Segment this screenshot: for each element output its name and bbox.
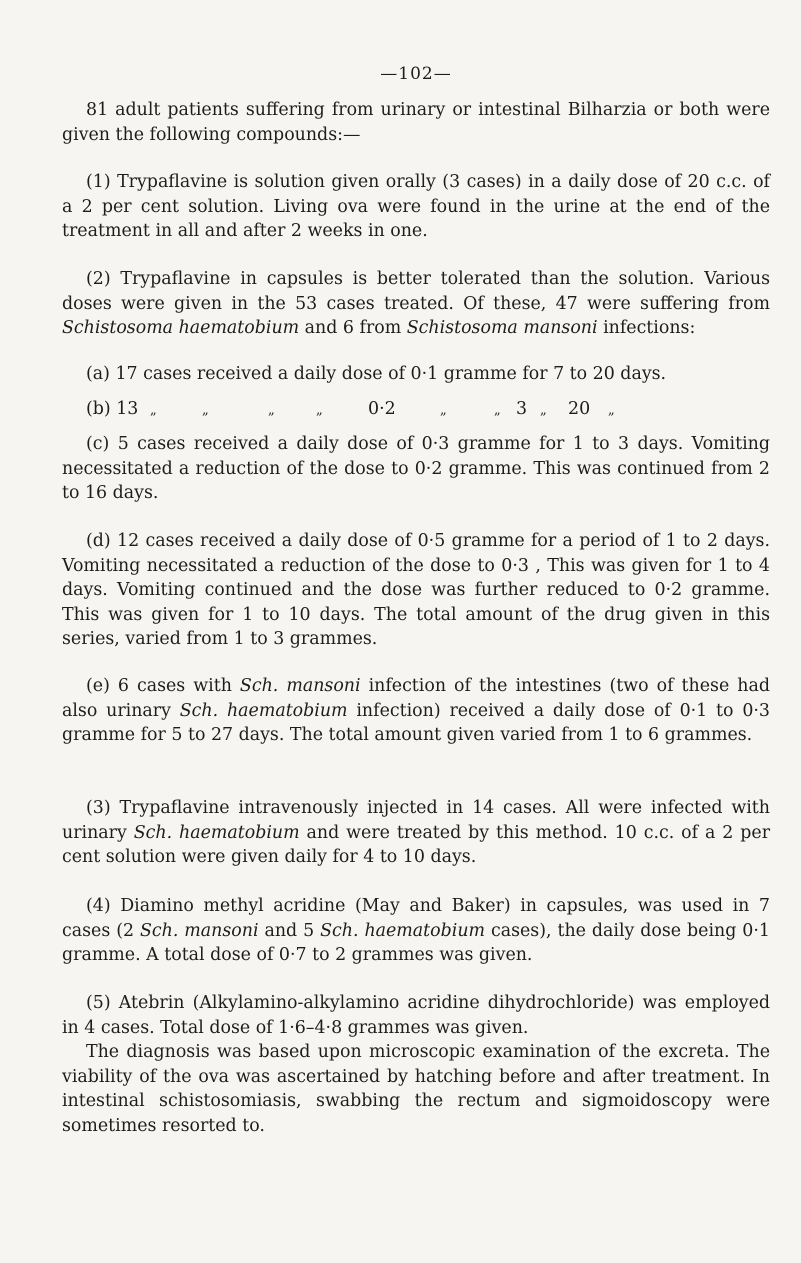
item-b-to: 20: [568, 399, 591, 419]
closing-paragraph: The diagnosis was based upon microscopic examination of the excreta. The viability of the ova was ascertained by hatching before and after treatment. In intestinal schistosomiasis, swabbing the rectum and sigmoidoscopy were sometimes resorted to.: [62, 1042, 770, 1136]
ditto-mark: „: [268, 403, 275, 418]
species-haematobium: Sch. haematobium: [133, 822, 300, 843]
species-mansoni: Sch. mansoni: [239, 676, 361, 696]
item-e: (e) 6 cases with Sch. mansoni infection of the intestines (two of these had also urinary Sch. haematobium infection) received a daily dose of 0·1 to 0·3 gramme for 5 to 27 days. The total amount given varied from 1 to 6 grammes.: [62, 676, 770, 745]
ditto-mark: „: [316, 403, 323, 418]
section-3-paragraph: (3) Trypaflavine intravenously injected in 14 cases. All were infected with urinary Sch. haematobium and were treated by this method. 10 c.c. of a 2 per cent solution were given daily for 4 to 10 days.: [62, 798, 771, 867]
section-1-paragraph: (1) Trypaflavine is solution given orally (3 cases) in a daily dose of 20 c.c. of a 2 per cent solution. Living ova were found in the urine at the end of the treatment in all and after 2 weeks in one.: [62, 172, 770, 241]
ditto-mark: „: [150, 403, 157, 418]
item-c: (c) 5 cases received a daily dose of 0·3 gramme for 1 to 3 days. Vomiting necessitated a reduction of the dose to 0·2 gramme. This was continued from 2 to 16 days.: [62, 434, 770, 503]
item-b-from: 3: [516, 399, 528, 419]
item-d: (d) 12 cases received a daily dose of 0·5 gramme for a period of 1 to 2 days. Vomiting necessitated a reduction of the dose to 0·3 , This was given for 1 to 4 days. Vomiting continued and the dose was further reduced to 0·2 gramme. This was given for 1 to 10 days. The total amount of the drug given in this series, varied from 1 to 3 grammes.: [62, 531, 770, 649]
intro-paragraph: 81 adult patients suffering from urinary or intestinal Bilharzia or both were given the following compounds:—: [62, 100, 770, 145]
species-mansoni: Sch. mansoni: [139, 920, 259, 941]
page-number: —102—: [380, 64, 452, 84]
ditto-mark: „: [440, 403, 447, 418]
ditto-mark: „: [202, 403, 209, 418]
ditto-mark: „: [608, 403, 615, 418]
item-b-row: [62, 399, 770, 425]
section-4-paragraph: (4) Diamino methyl acridine (May and Baker) in capsules, was used in 7 cases (2 Sch. mansoni and 5 Sch. haematobium cases), the daily dose being 0·1 gramme. A total dose of 0·7 to 2 grammes was given.: [62, 896, 770, 965]
species-haematobium: Sch. haematobium: [179, 700, 348, 721]
ditto-mark: „: [494, 403, 501, 418]
species-haematobium: Sch. haematobium: [320, 920, 486, 941]
section-5-paragraph: (5) Atebrin (Alkylamino-alkylamino acridine dihydrochloride) was employed in 4 cases. Total dose of 1·6–4·8 grammes was given.: [62, 993, 770, 1038]
species-haematobium: Schistosoma haematobium: [62, 318, 300, 338]
item-b-label: (b) 13: [86, 399, 139, 419]
species-mansoni: Schistosoma mansoni: [406, 318, 598, 338]
ditto-mark: „: [540, 403, 547, 418]
section-2-paragraph: (2) Trypaflavine in capsules is better tolerated than the solution. Various doses were given in the 53 cases treated. Of these, 47 were suffering from Schistosoma haematobium and 6 from Schistosoma mansoni infections:: [62, 269, 770, 338]
item-b-dose: 0·2: [368, 399, 396, 419]
item-a: (a) 17 cases received a daily dose of 0·1 gramme for 7 to 20 days.: [86, 364, 667, 384]
